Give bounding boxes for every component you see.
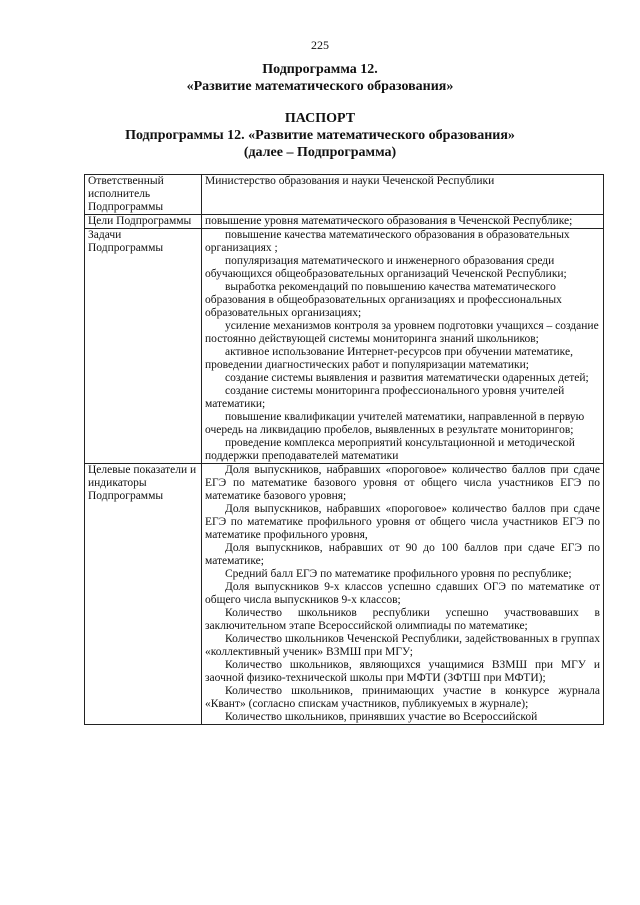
row-label: Ответственный исполнитель Подпрограммы: [85, 175, 202, 215]
page-number: 225: [311, 38, 329, 52]
table-row: [85, 175, 604, 215]
passport-title: ПАСПОРТ: [284, 111, 356, 126]
passport-subtitle: Подпрограммы 12. «Развитие математического образования»: [125, 128, 515, 143]
table-row: [85, 229, 604, 464]
row-paragraph: Доля выпускников, набравших «пороговое» количество баллов при сдаче ЕГЭ по математике профильного уровня от общего числа участников ЕГЭ по математике профильного уровня,: [205, 503, 600, 541]
row-label: Задачи Подпрограммы: [85, 229, 202, 464]
row-paragraph: Количество школьников Чеченской Республики, задействованных в группах «коллективный ученик» ВЗМШ при МГУ;: [205, 633, 600, 658]
subprogram-name: «Развитие математического образования»: [186, 79, 454, 94]
row-paragraph: Доля выпускников 9-х классов успешно сдавших ОГЭ по математике от общего числа выпускников 9-х классов;: [205, 581, 600, 606]
row-content: [202, 215, 604, 229]
row-paragraph: усиление механизмов контроля за уровнем подготовки учащихся – создание постоянно действующей системы мониторинга знаний школьников;: [205, 320, 599, 345]
row-paragraph: Количество школьников, принимающих участие в конкурсе журнала «Квант» (согласно спискам участников, публикуемых в журнале);: [205, 685, 600, 710]
table-row: [85, 215, 604, 229]
row-paragraph: Доля выпускников, набравших от 90 до 100 баллов при сдаче ЕГЭ по математике;: [205, 542, 600, 567]
row-paragraph: создание системы выявления и развития математически одаренных детей;: [225, 372, 589, 384]
passport-note: (далее – Подпрограмма): [243, 145, 397, 160]
row-paragraph: повышение уровня математического образования в Чеченской Республике;: [205, 215, 573, 227]
row-paragraph: популяризация математического и инженерного образования среди обучающихся общеобразовательных организаций Чеченской Республики;: [205, 255, 567, 280]
row-paragraph: Количество школьников республики успешно участвовавших в заключительном этапе Всероссийской олимпиады по математике;: [205, 607, 600, 632]
row-content: [202, 464, 604, 725]
row-content: [202, 175, 604, 215]
row-paragraph: повышение качества математического образования в образовательных организациях ;: [205, 229, 570, 254]
passport-table: [84, 174, 604, 725]
row-paragraph: Доля выпускников, набравших «пороговое» количество баллов при сдаче ЕГЭ по математике базового уровня от общего числа участников ЕГЭ по математике базового уровня;: [205, 464, 600, 502]
row-paragraph: активное использование Интернет-ресурсов при обучении математике, проведении диагностических работ и популяризации математики;: [205, 346, 573, 371]
row-paragraph: повышение квалификации учителей математики, направленной в первую очередь на ликвидацию пробелов, выявленных в результате мониторингов;: [205, 411, 585, 436]
row-paragraph: Количество школьников, являющихся учащимися ВЗМШ при МГУ и заочной физико-технической школы при МФТИ (ЗФТШ при МФТИ);: [205, 659, 600, 684]
row-paragraph: Средний балл ЕГЭ по математике профильного уровня по республике;: [225, 568, 572, 580]
row-paragraph: выработка рекомендаций по повышению качества математического образования в общеобразовательных организациях и профессиональных образовательных организациях;: [205, 281, 562, 319]
row-paragraph: проведение комплекса мероприятий консультационной и методической поддержки преподавателей математики: [205, 437, 575, 462]
row-content: [202, 229, 604, 464]
subprogram-title: Подпрограмма 12.: [262, 62, 378, 77]
row-label: Целевые показатели и индикаторы Подпрограммы: [85, 464, 202, 725]
table-row: [85, 464, 604, 725]
row-paragraph: Количество школьников, принявших участие во Всероссийской: [225, 711, 538, 723]
row-paragraph: создание системы мониторинга профессионального уровня учителей математики;: [205, 385, 565, 410]
row-label: Цели Подпрограммы: [85, 215, 202, 229]
row-paragraph: Министерство образования и науки Чеченской Республики: [205, 175, 495, 187]
